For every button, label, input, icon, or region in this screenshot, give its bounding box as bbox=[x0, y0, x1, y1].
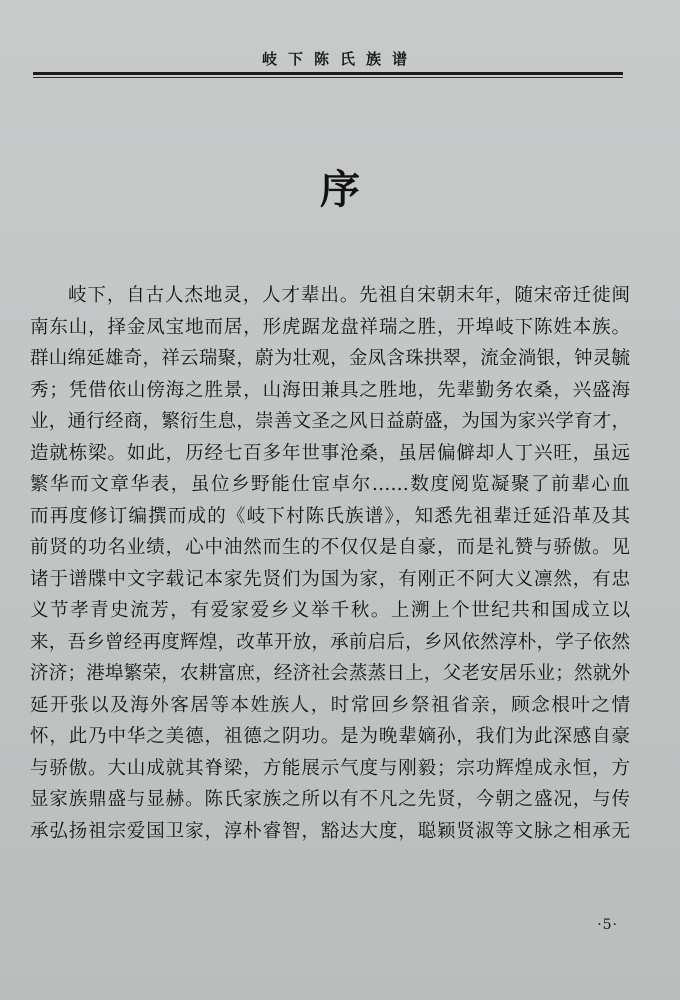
running-head: 岐下陈氏族谱 bbox=[261, 50, 418, 68]
text-line: 显家族鼎盛与显赫。陈氏家族之所以有不凡之先贤，今朝之盛况，与传 bbox=[30, 789, 630, 810]
text-line: 岐下，自古人杰地灵，人才辈出。先祖自宋朝末年，随宋帝迁徙闽 bbox=[68, 285, 630, 306]
preface-heading: 序 bbox=[320, 166, 360, 213]
header-rule-thick bbox=[33, 72, 623, 75]
text-line: 义节孝青史流芳，有爱家爱乡义举千秋。上溯上个世纪共和国成立以 bbox=[30, 600, 630, 621]
text-line: 济济；港埠繁荣，农耕富庶，经济社会蒸蒸日上，父老安居乐业；然就外 bbox=[30, 663, 630, 684]
text-line: 来，吾乡曾经再度辉煌，改革开放，承前启后，乡风依然淳朴，学子依然 bbox=[30, 631, 630, 653]
header-rule-thin bbox=[33, 77, 623, 78]
text-line: 前贤的功名业绩，心中油然而生的不仅仅是自豪，而是礼赞与骄傲。见 bbox=[30, 537, 630, 558]
text-line: 而再度修订编撰而成的《岐下村陈氏族谱》，知悉先祖辈迁延沿革及其 bbox=[30, 505, 630, 527]
text-line: 延开张以及海外客居等本姓族人，时常回乡祭祖省亲，顾念根叶之情 bbox=[30, 694, 630, 716]
text-line: 群山绵延雄奇，祥云瑞聚，蔚为壮观，金凤含珠拱翠，流金淌银，钟灵毓 bbox=[30, 348, 630, 369]
preface-body bbox=[30, 280, 630, 847]
text-line: 业，通行经商，繁衍生息，崇善文圣之风日益蔚盛，为国为家兴学育才， bbox=[30, 411, 630, 432]
page-number: ·5· bbox=[597, 917, 618, 933]
text-line: 诸于谱牒中文字载记本家先贤们为国为家，有刚正不阿大义凛然，有忠 bbox=[30, 568, 630, 590]
text-line: 秀；凭借依山傍海之胜景，山海田兼具之胜地，先辈勤务农桑，兴盛海 bbox=[30, 379, 630, 401]
text-line: 造就栋梁。如此，历经七百多年世事沧桑，虽居偏僻却人丁兴旺，虽远 bbox=[30, 442, 630, 464]
show-through-text bbox=[520, 92, 610, 118]
text-line: 与骄傲。大山成就其脊梁，方能展示气度与刚毅；宗功辉煌成永恒，方 bbox=[30, 757, 630, 779]
text-line: 繁华而文章华表，虽位乡野能仕宦卓尔……数度阅览凝聚了前辈心血 bbox=[30, 474, 630, 495]
text-line: 南东山，择金凤宝地而居，形虎踞龙盘祥瑞之胜，开埠岐下陈姓本族。 bbox=[30, 316, 630, 338]
text-line: 承弘扬祖宗爱国卫家，淳朴睿智，豁达大度，聪颖贤淑等文脉之相承无 bbox=[30, 820, 630, 842]
text-line: 怀，此乃中华之美德，祖德之阴功。是为晚辈嫡孙，我们为此深感自豪 bbox=[30, 726, 630, 747]
